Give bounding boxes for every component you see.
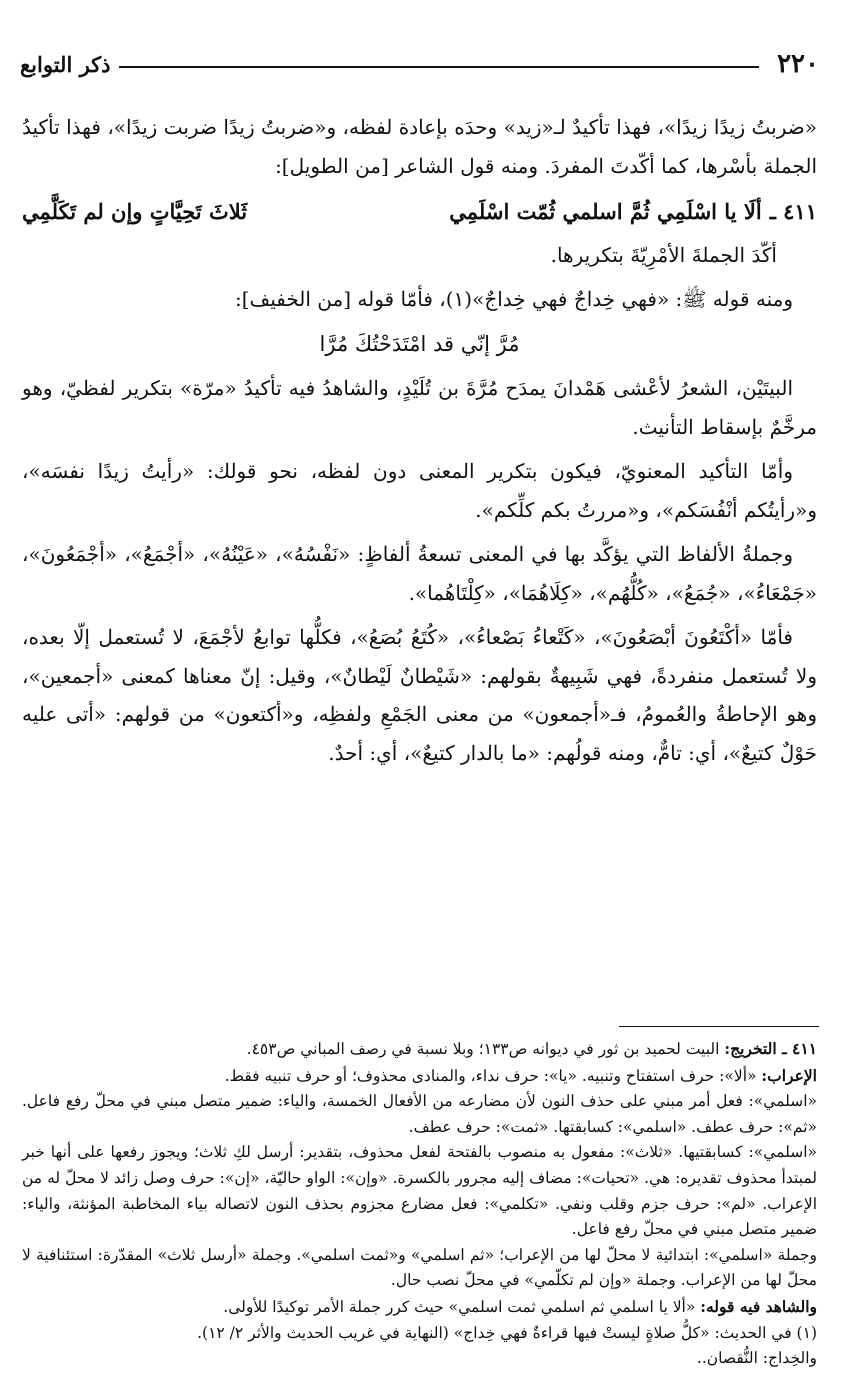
note-irab: الإعراب: «ألا»: حرف استفتاح وتنبيه. «يا»: حرف نداء، والمنادى محذوف؛ أو حرف تنبيه فقط.: [224, 1065, 817, 1085]
footnote-separator: [619, 1026, 819, 1027]
verse-first-hemistich: ألَا يا اسْلَمِي ثُمَّ اسلمي ثُمّت اسْلَمِي: [449, 199, 762, 224]
paragraph: ومنه قوله ﷺ: «فهي خِداجٌ فهي خِداجٌ»(١)، فأمّا قوله [من الخفيف]:: [234, 287, 793, 311]
paragraph: فأمّا «أكْتَعُونَ أبْصَعُونَ»، «كَتْعاءُ بَصْعاءُ»، «كُتَعُ بُصَعُ»، فكلُّها توابعُ لأجْمَعَ، لا تُستعمل إلّا بعده، ولا تُستعمل منفردةً، فهي شَبِيهةٌ بقولهم: «شَيْطانٌ لَيْطانٌ»، وقيل: إنّ معناها كمعنى «أجمعين»، وهو الإحاطةُ والعُمومُ، فـ«أجمعون» من معنى الجَمْعِ ولفظِه، و«أكتعون» من قولهم: «أتى عليه حَوْلٌ كتيعٌ»، أي: تامٌّ، ومنه قولُهم: «ما بالدار كتيعٌ»، أي: أحدٌ.: [22, 625, 817, 765]
page-number: ٢٢٠: [777, 49, 819, 79]
note-irab-line: «اسلمي»: كسابقتيها. «ثلاث»: مفعول به منصوب بالفتحة لفعل محذوف، بتقدير: أرسل لكِ ثلاث؛ ويجوز رفعها على أنها خبر لمبتدأ محذوف تقديره: هي. «تحيات»: مضاف إليه مجرور بالكسرة. «وإن»: الواو حاليّة، «إن»: حرف وصل زائد لا محلّ له من الإعراب. «لم»: حرف جزم وقلب ونفي. «تكلمي»: فعل مضارع مجزوم بحذف النون لاتصاله بياء المخاطبة المؤنثة، والياء: ضمير متصل مبني في محلّ رفع فاعل.: [22, 1143, 817, 1239]
poem-verse: [22, 193, 817, 232]
verse-number: ٤١١ ـ: [769, 199, 817, 224]
note-label: ٤١١ ـ التخريج:: [724, 1039, 817, 1058]
footnote-1: (١) في الحديث: «كلُّ صلاةٍ ليستْ فيها قراءةٌ فهي خِداج» (النهاية في غريب الحديث والأثر ٢/ ١٢).: [197, 1323, 817, 1342]
note-takhrij: ٤١١ ـ التخريج: البيت لحميد بن ثور في ديوانه ص١٣٣؛ وبلا نسبة في رصف المباني ص٤٥٣.: [246, 1039, 817, 1058]
footnotes: [22, 1036, 817, 1372]
note-irab-line: «اسلمي»: فعل أمر مبني على حذف النون لأن مضارعه من الأفعال الخمسة، والياء: ضمير متصل مبني في محلّ رفع فاعل. «ثم»: حرف عطف. «اسلمي»: كسابقتها. «ثمت»: حرف عطف.: [22, 1092, 817, 1136]
running-title: ذكر التوابع: [20, 51, 111, 77]
note-irab-line: وجملة «اسلمي»: ابتدائية لا محلّ لها من الإعراب؛ «ثم اسلمي» و«ثمت اسلمي». وجملة «أرسل ثلاث» المقدّرة: استئنافية لا محلّ لها من الإعراب. وجملة «وإن لم تكلّمي» في محلّ نصب حال.: [22, 1245, 817, 1290]
note-label: الإعراب:: [761, 1065, 817, 1085]
note-label: والشاهد فيه قوله:: [700, 1296, 817, 1316]
paragraph: وجملةُ الألفاظ التي يؤكَّد بها في المعنى تسعةُ ألفاظٍ: «نَفْسُهُ»، «عَيْنُهُ»، «أجْمَعُ»، «أجْمَعُونَ»، «جَمْعَاءُ»، «جُمَعُ»، «كُلُّهُم»، «كِلَاهُمَا»، «كِلْتَاهُما».: [22, 542, 817, 605]
half-verse: مُرَّ إنّي قد امْتَدَحْتُكَ مُرَّا: [319, 331, 520, 356]
paragraph: «ضربتُ زيدًا زيدًا»، فهذا تأكيدٌ لـ«زيد» وحدَه بإعادة لفظه، و«ضربتُ زيدًا ضربت زيدًا»، فهذا تأكيدُ الجملة بأسْرها، كما أكّدتَ المفردَ. ومنه قول الشاعر [من الطويل]:: [22, 115, 817, 178]
paragraph: أكّدَ الجملةَ الأمْرِيّةَ بتكريرها.: [550, 242, 777, 267]
verse-second-hemistich: ثَلاثَ تَحِيَّاتٍ وإن لم تَكَلَّمِي: [22, 199, 248, 224]
note-shahid: والشاهد فيه قوله: «ألا يا اسلمي ثم اسلمي ثمت اسلمي» حيث كرر جملة الأمر توكيدًا للأولى.: [223, 1296, 817, 1316]
paragraph: وأمّا التأكيد المعنويّ، فيكون بتكرير المعنى دون لفظه، نحو قولك: «رأيتُ زيدًا نفسَه»، و«رأيتُكم أنْفُسَكم»، و«مررتُ بكم كلِّكم».: [22, 459, 817, 522]
header-rule: [119, 66, 760, 68]
footnote-1-cont: والخِداج: النُّقصان..: [696, 1349, 817, 1368]
page-header: [20, 44, 819, 84]
main-text: [22, 108, 817, 778]
paragraph: البيتَيْن، الشعرُ لأعْشى هَمْدانَ يمدَح مُرَّةَ بن تُلَيْدٍ، والشاهدُ فيه تأكيدُ «مرّة» بتكرير لفظيّ، وهو مرخَّمٌ بإسقاط التأنيث.: [22, 376, 817, 439]
